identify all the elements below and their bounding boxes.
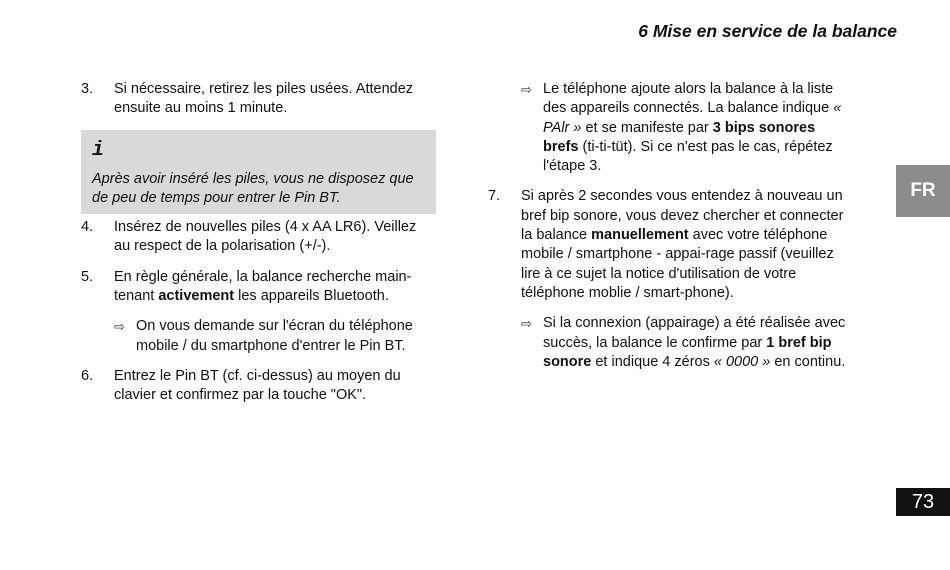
step-text: Si nécessaire, retirez les piles usées. Attendez ensuite au moins 1 minute. [114, 81, 414, 117]
language-tab: FR [896, 165, 950, 217]
arrow-right-icon: ⇨ [114, 319, 125, 335]
right-column [488, 80, 848, 383]
result-text [543, 315, 845, 370]
bold-text: 3 bips sonores brefs [543, 119, 816, 155]
step-number: 7. [488, 188, 501, 205]
info-icon: i [92, 138, 105, 162]
step-4 [81, 218, 436, 257]
left-column [81, 80, 436, 417]
note-text: Après avoir inséré les piles, vous ne disposez que de peu de temps pour entrer le Pin BT. [92, 170, 414, 206]
arrow-right-icon: ⇨ [521, 82, 532, 97]
step-6 [81, 367, 436, 406]
text-run: et se manifeste par [581, 119, 713, 136]
step-7 [488, 187, 848, 303]
step-text: Entrez le Pin BT (cf. ci-dessus) au moyen du clavier et confirmez par la touche "OK". [114, 367, 401, 404]
text-run: et indique 4 zéros [591, 353, 714, 370]
text-run: avec votre téléphone mobile / smartphone - appai-rage passif (veuillez lire à ce sujet la notice d'utilisation de votre téléphone moblie / smart-phone). [521, 227, 834, 301]
bold-text: manuellement [591, 227, 689, 244]
step-text [521, 188, 843, 300]
step-number: 3. [81, 81, 94, 97]
step-number: 6. [81, 367, 94, 384]
page-number: 73 [896, 488, 950, 516]
display-code: « 0000 » [713, 353, 771, 370]
text-run: les appareils Bluetooth. [234, 288, 389, 305]
text-run: Si après 2 secondes vous entendez à nouveau un bref bip sonore, vous devez chercher et connecter la balance [521, 188, 844, 244]
page-header: 6 Mise en service de la balance [638, 21, 897, 41]
step-5 [81, 268, 436, 307]
step-text: Insérez de nouvelles piles (4 x AA LR6). Veillez au respect de la polarisation (+/-). [114, 219, 417, 255]
result-text: On vous demande sur l'écran du téléphone mobile / du smartphone d'entrer le Pin BT. [136, 318, 413, 354]
result-text [543, 81, 841, 174]
result-7 [521, 314, 848, 372]
bold-text: activement [158, 288, 235, 305]
result-6 [521, 80, 848, 176]
text-run: Le téléphone ajoute alors la balance à la liste des appareils connectés. La balance indique [543, 81, 834, 117]
text-run: Si la connexion (appairage) a été réalisée avec succès, la balance le confirme par [543, 315, 846, 351]
arrow-right-icon: ⇨ [521, 316, 532, 332]
text-run: (ti-ti-tüt). Si ce n'est pas le cas, répétez l'étape 3. [543, 138, 833, 175]
display-code: « PAlr » [543, 100, 842, 136]
text-run: en continu. [770, 353, 846, 370]
step-text [114, 269, 411, 304]
bold-text: 1 bref bip sonore [543, 334, 832, 370]
result-5 [114, 317, 436, 356]
step-3 [81, 80, 436, 119]
step-number: 4. [81, 219, 94, 236]
info-note [81, 130, 436, 215]
step-number: 5. [81, 268, 94, 285]
text-run: En règle générale, la balance recherche main-tenant [114, 268, 412, 305]
